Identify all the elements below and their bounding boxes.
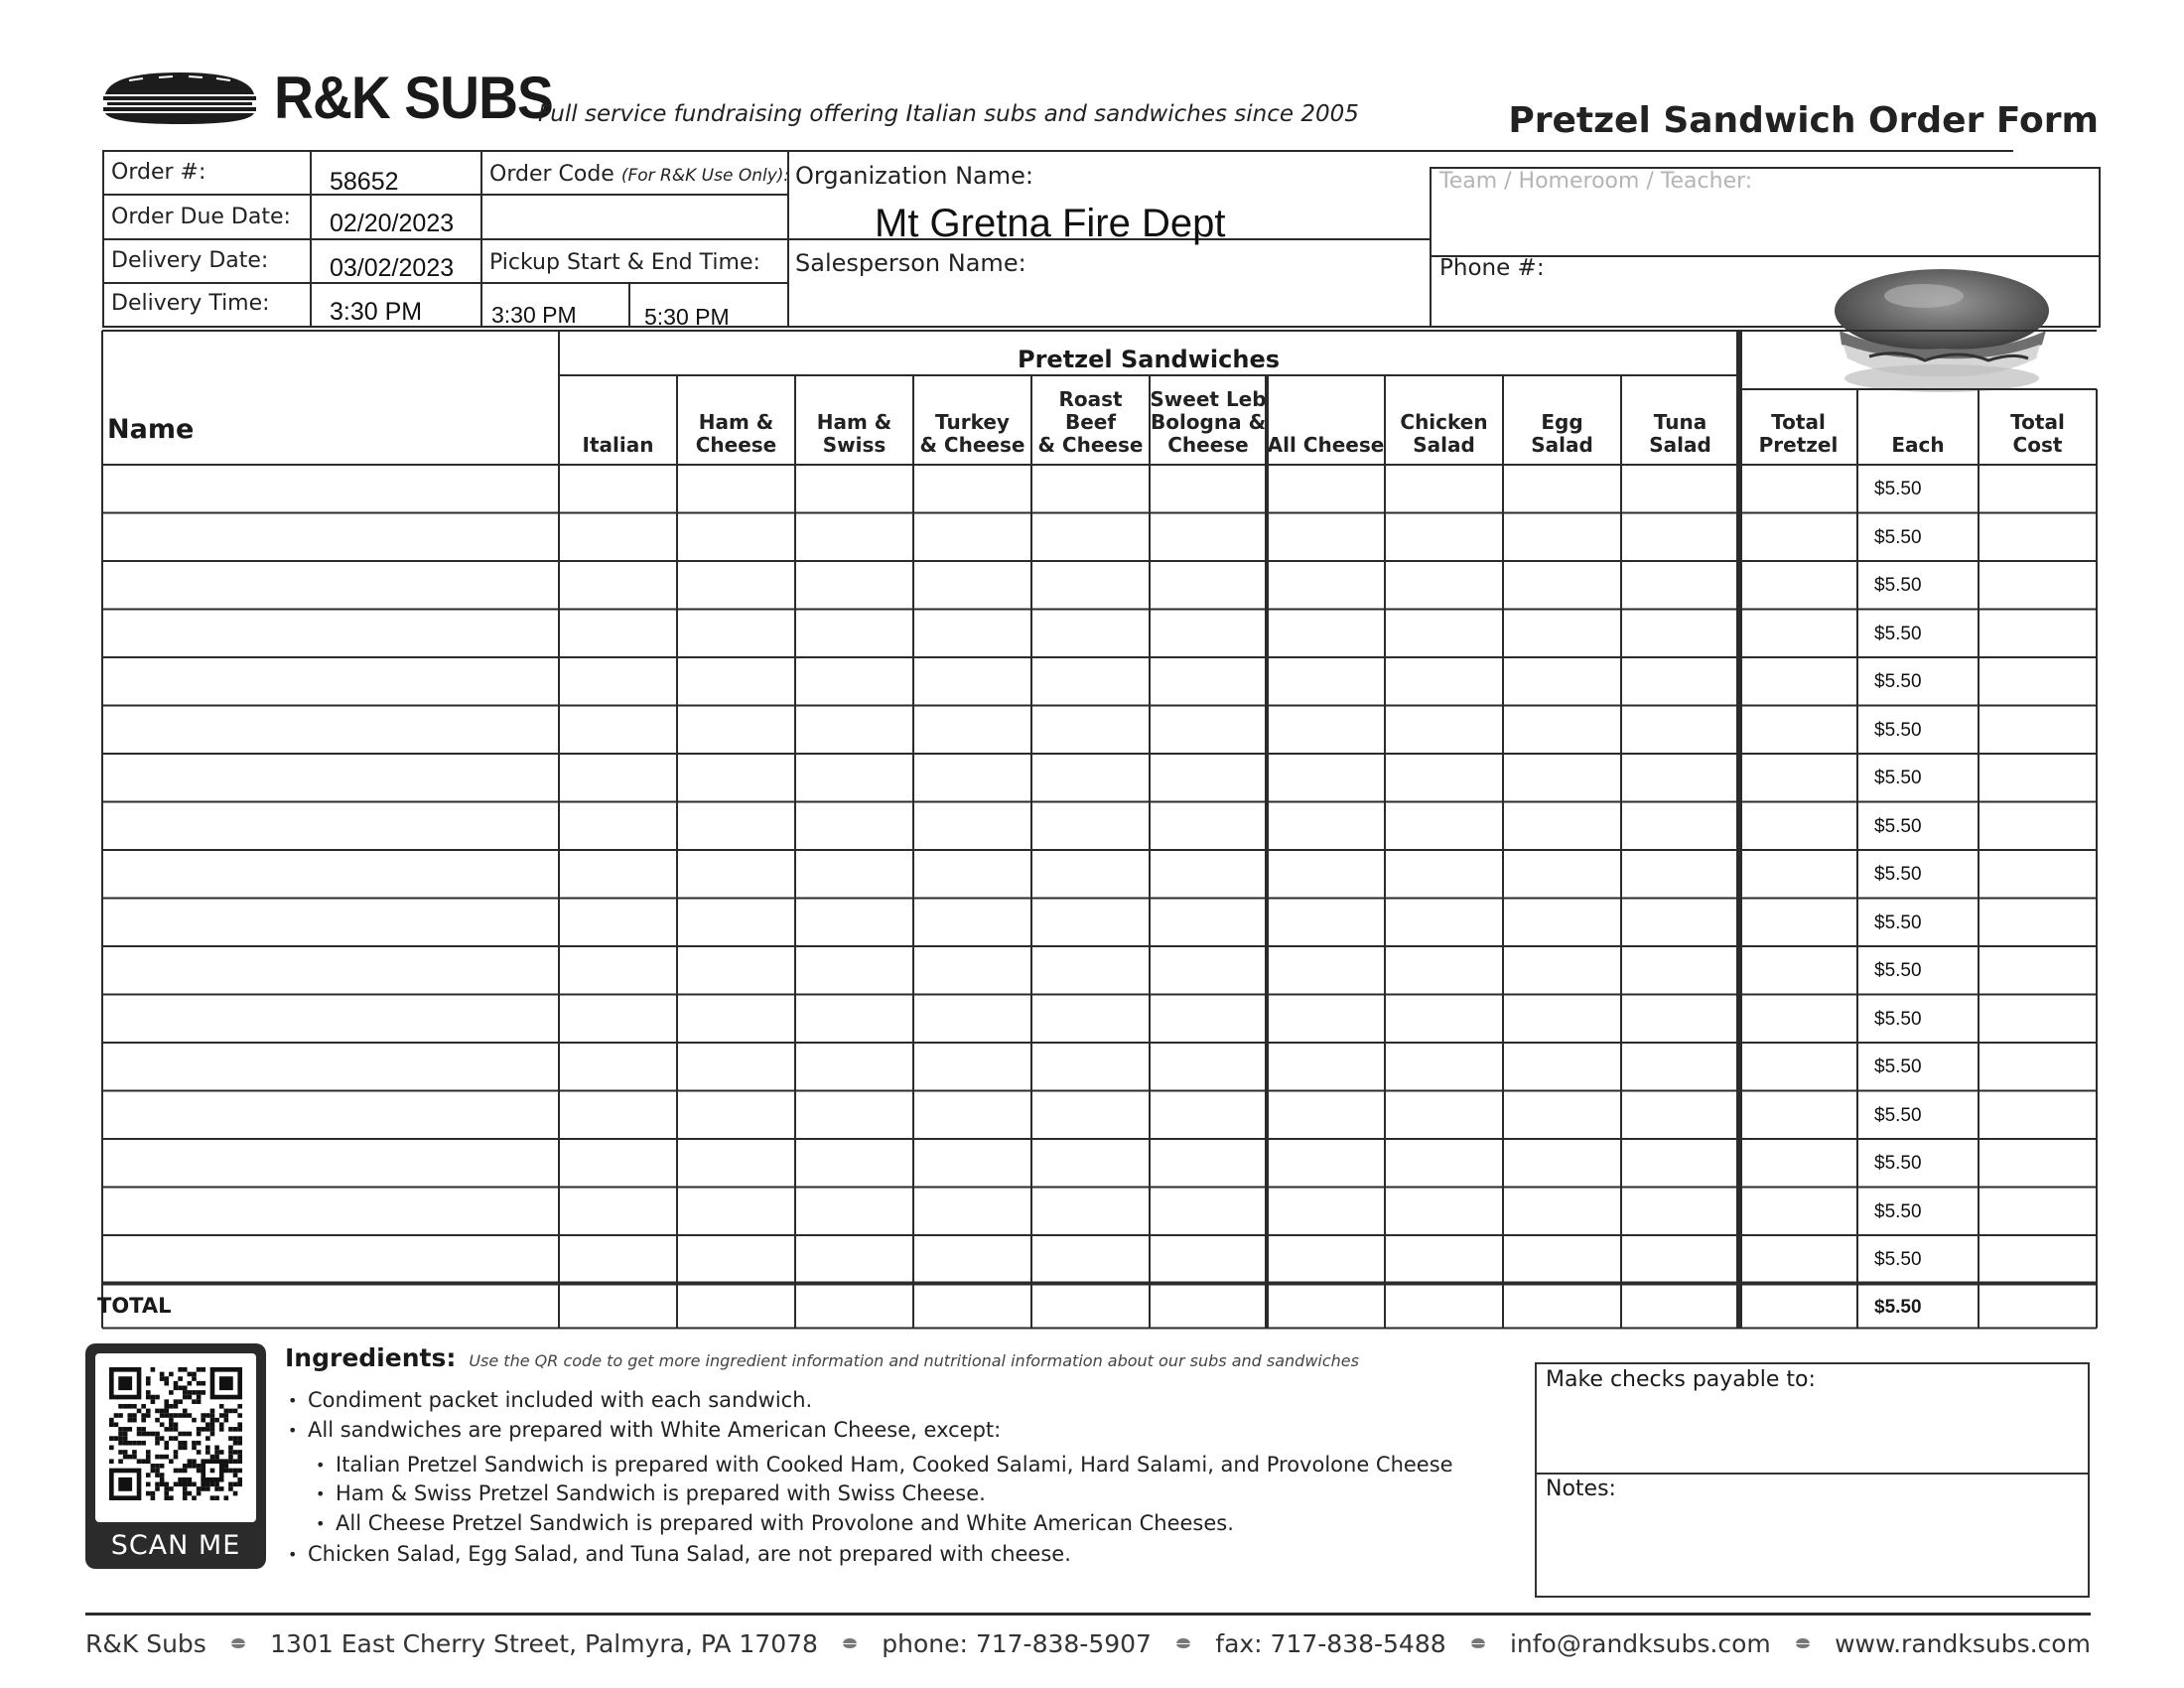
name-column-header: Name [107, 414, 195, 445]
row-each-price: $5.50 [1874, 526, 1922, 548]
order-code-label [489, 162, 789, 187]
footer-company: R&K Subs [85, 1628, 206, 1658]
column-header [1031, 388, 1150, 457]
footer-email[interactable]: info@randksubs.com [1509, 1628, 1771, 1658]
row-each-price: $5.50 [1874, 1056, 1922, 1077]
ingredients-title: Ingredients: [285, 1343, 457, 1372]
sub-separator-icon [1795, 1638, 1811, 1648]
column-header-line: Tuna [1653, 410, 1707, 434]
column-header-line: Total [1771, 410, 1826, 434]
column-header-line: Pretzel [1758, 433, 1839, 457]
column-header-line: Total [2010, 410, 2065, 434]
pickup-end-value: 5:30 PM [644, 304, 730, 330]
sub-separator-icon [230, 1638, 246, 1648]
column-header-line: Italian [582, 433, 654, 457]
order-info-block [102, 150, 2101, 339]
delivery-date-label: Delivery Date: [111, 248, 269, 273]
row-each-price: $5.50 [1874, 671, 1922, 692]
order-code-note: (For R&K Use Only): [620, 166, 790, 186]
column-header-line: Sweet Leb [1150, 387, 1267, 411]
ingredient-item: • Chicken Salad, Egg Salad, and Tuna Salad, are not prepared with cheese. [308, 1542, 1071, 1566]
column-header-line: Cost [2012, 433, 2063, 457]
ingredient-item: • All sandwiches are prepared with White American Cheese, except: [308, 1418, 1001, 1442]
phone-label: Phone #: [1439, 255, 1545, 281]
column-header-line: Chicken [1400, 410, 1488, 434]
qr-code-frame [95, 1353, 256, 1522]
column-header-line: Cheese [695, 433, 777, 457]
column-header [1267, 434, 1385, 457]
row-each-price: $5.50 [1874, 1249, 1922, 1270]
footer-address: 1301 East Cherry Street, Palmyra, PA 17078 [270, 1628, 818, 1658]
form-title: Pretzel Sandwich Order Form [1508, 100, 2099, 141]
checks-payable-label: Make checks payable to: [1546, 1367, 1816, 1392]
total-row-each-price: $5.50 [1874, 1296, 1922, 1318]
row-each-price: $5.50 [1874, 575, 1922, 596]
row-each-price: $5.50 [1874, 1153, 1922, 1174]
order-due-label: Order Due Date: [111, 205, 291, 229]
column-header-line: Egg [1541, 410, 1583, 434]
ingredients-subtitle: Use the QR code to get more ingredient information and nutritional information about our subs and sandwiches [469, 1351, 1359, 1370]
column-header-line: All Cheese [1267, 433, 1385, 457]
payment-notes-box [1535, 1362, 2090, 1598]
order-code-label-text: Order Code [489, 162, 614, 187]
delivery-time-label: Delivery Time: [111, 291, 270, 316]
organization-value: Mt Gretna Fire Dept [875, 202, 1226, 245]
notes-label: Notes: [1546, 1477, 1616, 1501]
column-header [1150, 388, 1267, 457]
column-header [913, 411, 1031, 457]
column-header-line: Ham & [698, 410, 774, 434]
salesperson-label: Salesperson Name: [795, 249, 1026, 277]
row-each-price: $5.50 [1874, 719, 1922, 741]
row-each-price: $5.50 [1874, 623, 1922, 644]
column-header [677, 411, 795, 457]
column-header [1503, 411, 1621, 457]
footer-website[interactable]: www.randksubs.com [1835, 1628, 2091, 1658]
column-header-line: & Cheese [919, 433, 1025, 457]
row-each-price: $5.50 [1874, 1008, 1922, 1030]
ingredient-subitem: • Italian Pretzel Sandwich is prepared with Cooked Ham, Cooked Salami, Hard Salami, and Provolone Cheese [336, 1453, 1453, 1477]
row-each-price: $5.50 [1874, 960, 1922, 981]
column-header-line: & Cheese [1037, 433, 1144, 457]
order-number-value: 58652 [330, 168, 399, 196]
footer-rule [85, 1613, 2091, 1616]
column-header-line: Swiss [822, 433, 887, 457]
pickup-time-label: Pickup Start & End Time: [489, 250, 760, 275]
pretzel-sandwiches-group-header: Pretzel Sandwiches [1017, 346, 1281, 373]
column-header-line: Beef [1064, 410, 1117, 434]
sub-separator-icon [842, 1638, 858, 1648]
row-each-price: $5.50 [1874, 1104, 1922, 1126]
row-each-price: $5.50 [1874, 768, 1922, 788]
order-number-label: Order #: [111, 160, 206, 185]
sub-separator-icon [1175, 1638, 1191, 1648]
qr-code-panel[interactable] [85, 1343, 266, 1569]
column-header-line: Cheese [1167, 433, 1249, 457]
tagline: Full service fundraising offering Italian subs and sandwiches since 2005 [538, 101, 1359, 127]
row-each-price: $5.50 [1874, 479, 1922, 499]
column-header-line: Salad [1649, 433, 1711, 457]
column-header [1385, 411, 1503, 457]
ingredient-subitem: • Ham & Swiss Pretzel Sandwich is prepared with Swiss Cheese. [336, 1481, 986, 1505]
column-header [1979, 411, 2097, 457]
sub-sandwich-logo-icon [99, 69, 260, 126]
ingredient-item: • Condiment packet included with each sandwich. [308, 1388, 812, 1412]
column-header-line: Turkey [935, 410, 1010, 434]
brand-name: R&K SUBS [274, 64, 553, 131]
qr-code-icon [109, 1367, 242, 1500]
pickup-start-value: 3:30 PM [491, 302, 577, 328]
pretzel-sandwich-photo [1830, 261, 2054, 393]
order-due-value: 02/20/2023 [330, 210, 455, 237]
column-header-line: Salad [1531, 433, 1593, 457]
row-each-price: $5.50 [1874, 1200, 1922, 1222]
row-each-price: $5.50 [1874, 864, 1922, 885]
column-header-line: Bologna & [1150, 410, 1267, 434]
column-header [795, 411, 913, 457]
column-header-line: Roast [1058, 387, 1123, 411]
team-label: Team / Homeroom / Teacher: [1439, 169, 1753, 194]
column-header-line: Salad [1413, 433, 1475, 457]
delivery-time-value: 3:30 PM [330, 298, 423, 326]
column-header [1621, 411, 1739, 457]
footer [85, 1618, 2091, 1668]
row-each-price: $5.50 [1874, 912, 1922, 933]
row-each-price: $5.50 [1874, 815, 1922, 837]
delivery-date-value: 03/02/2023 [330, 254, 455, 282]
column-header-line: Ham & [816, 410, 892, 434]
brand-logo [99, 66, 577, 129]
ingredient-subitem: • All Cheese Pretzel Sandwich is prepared with Provolone and White American Cheeses. [336, 1511, 1234, 1535]
sub-separator-icon [1470, 1638, 1486, 1648]
ingredients-heading [285, 1343, 1359, 1372]
scan-me-label: SCAN ME [110, 1530, 241, 1561]
column-header [559, 434, 677, 457]
column-header-line: Each [1891, 433, 1945, 457]
column-header [1739, 411, 1857, 457]
organization-label: Organization Name: [795, 162, 1033, 190]
column-header [1857, 434, 1979, 457]
footer-fax: fax: 717-838-5488 [1215, 1628, 1446, 1658]
total-row-label: TOTAL [97, 1293, 172, 1318]
footer-phone: phone: 717-838-5907 [882, 1628, 1152, 1658]
